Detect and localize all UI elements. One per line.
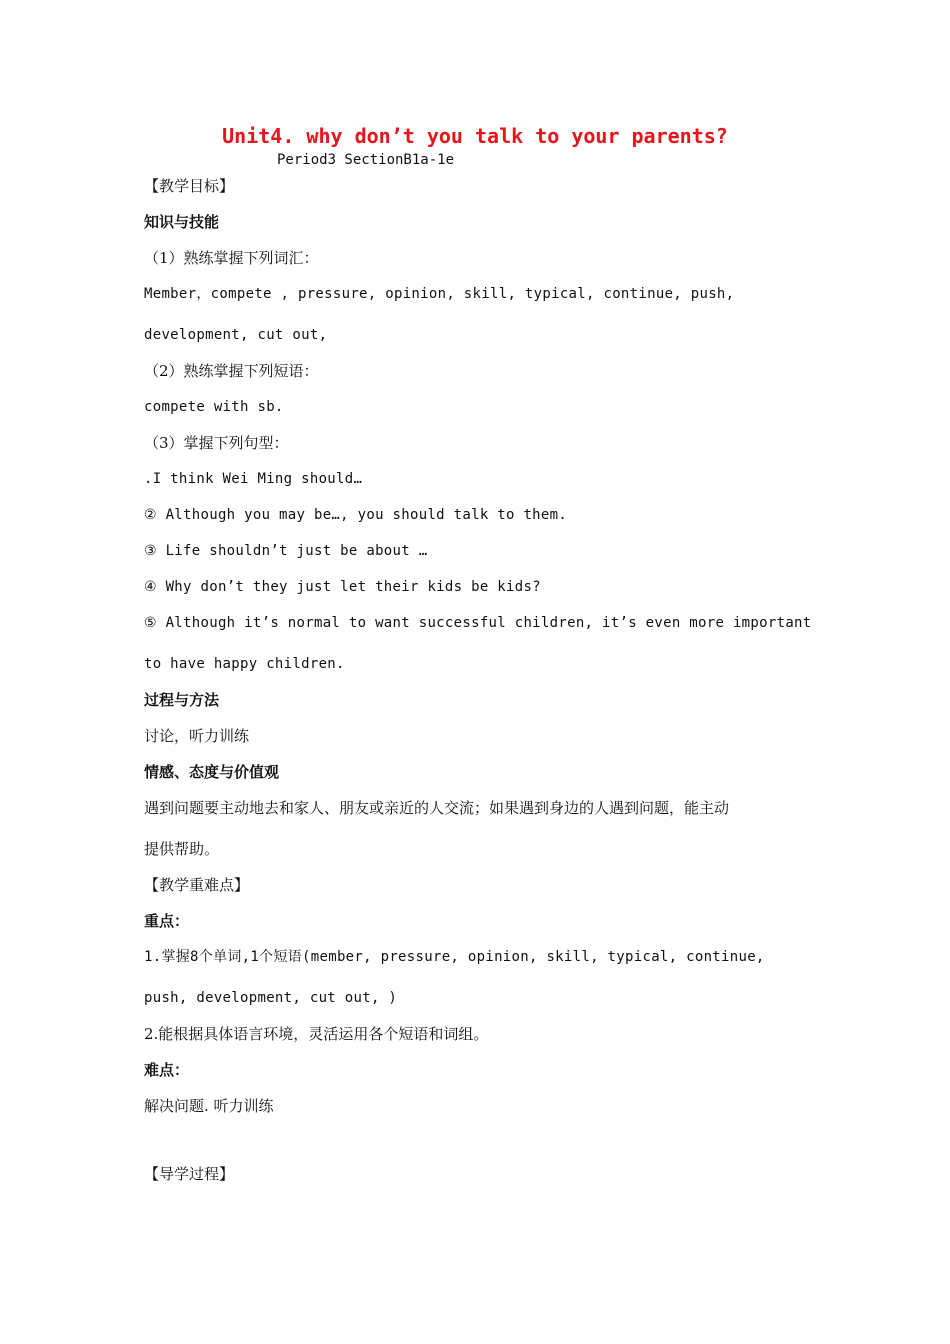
sentence-item: .I think Wei Ming should… (144, 471, 363, 487)
emotion-line-2: 提供帮助。 (144, 840, 220, 858)
document-subtitle: Period3 SectionB1a-1e (277, 152, 455, 168)
emotion-line-1: 遇到问题要主动地去和家人、朋友或亲近的人交流；如果遇到身边的人遇到问题，能主动 (144, 799, 730, 817)
difficult-text: 解决问题. 听力训练 (144, 1097, 274, 1115)
sentence-item: ③ Life shouldn’t just be about … (144, 543, 428, 559)
objectives-heading: 【教学目标】 (144, 177, 235, 195)
process-heading: 过程与方法 (144, 691, 220, 709)
keypoints-heading: 【教学重难点】 (144, 876, 250, 894)
process-text: 讨论，听力训练 (144, 727, 250, 745)
key-heading: 重点： (144, 912, 190, 930)
vocab-line-1: Member，compete , pressure, opinion, skill, typical, continue, push, (144, 286, 735, 302)
difficult-heading: 难点： (144, 1061, 190, 1079)
vocab-intro: （1）熟练掌握下列词汇： (144, 249, 319, 267)
emotion-heading: 情感、态度与价值观 (144, 763, 280, 781)
key-line-1: 1.掌握8个单词,1个短语(member, pressure, opinion, skill, typical, continue, (144, 949, 765, 965)
sentence-item: ② Although you may be…, you should talk to them. (144, 507, 568, 523)
key-line-3: 2.能根据具体语言环境，灵活运用各个短语和词组。 (144, 1025, 489, 1043)
sentence-item-continued: to have happy children. (144, 656, 345, 672)
sentence-intro: （3）掌握下列句型： (144, 434, 289, 452)
sentence-item: ⑤ Although it’s normal to want successful children, it’s even more important (144, 615, 812, 631)
document-title: Unit4. why don’t you talk to your parents? (222, 124, 728, 148)
key-line-2: push, development, cut out, ) (144, 990, 398, 1006)
phrase-intro: （2）熟练掌握下列短语： (144, 362, 319, 380)
guide-heading: 【导学过程】 (144, 1165, 235, 1183)
phrase-line: compete with sb. (144, 399, 284, 415)
sentence-item: ④ Why don’t they just let their kids be kids? (144, 579, 541, 595)
vocab-line-2: development, cut out, (144, 327, 328, 343)
knowledge-heading: 知识与技能 (144, 213, 220, 231)
